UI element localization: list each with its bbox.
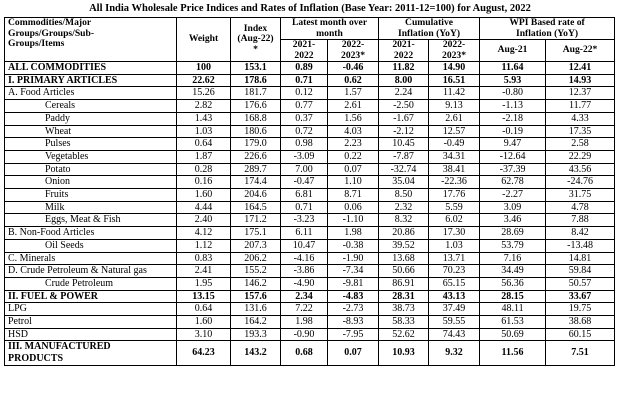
row-value: -0.38	[328, 239, 379, 252]
row-value: 2.41	[177, 265, 231, 278]
row-value: 1.10	[328, 176, 379, 189]
row-value: -1.67	[379, 112, 429, 125]
row-value: -2.18	[480, 112, 546, 125]
row-value: 11.82	[379, 62, 429, 75]
row-value: 14.90	[429, 62, 480, 75]
table-row	[5, 112, 615, 125]
row-value: 86.91	[379, 277, 429, 290]
row-value: 22.29	[546, 150, 615, 163]
row-value: 207.3	[231, 239, 281, 252]
row-value: 174.4	[231, 176, 281, 189]
row-value: 1.60	[177, 189, 231, 202]
row-value: 0.64	[177, 303, 231, 316]
row-value: 12.37	[546, 87, 615, 100]
row-value: 153.1	[231, 62, 281, 75]
row-name: Oil Seeds	[5, 239, 177, 252]
row-value: 59.84	[546, 265, 615, 278]
row-name: A. Food Articles	[5, 87, 177, 100]
row-value: 9.47	[480, 138, 546, 151]
row-value: 4.33	[546, 112, 615, 125]
row-value: 2.58	[546, 138, 615, 151]
row-value: 7.51	[546, 341, 615, 365]
table-row	[5, 239, 615, 252]
row-value: 7.00	[281, 163, 328, 176]
row-value: 35.04	[379, 176, 429, 189]
table-row	[5, 316, 615, 329]
row-value: 50.57	[546, 277, 615, 290]
row-value: 0.98	[281, 138, 328, 151]
row-value: 31.75	[546, 189, 615, 202]
row-value: 1.98	[281, 316, 328, 329]
row-value: 164.2	[231, 316, 281, 329]
row-value: 38.41	[429, 163, 480, 176]
row-value: 5.93	[480, 74, 546, 87]
row-name: Milk	[5, 201, 177, 214]
row-value: 11.56	[480, 341, 546, 365]
row-value: 6.11	[281, 227, 328, 240]
row-value: 3.09	[480, 201, 546, 214]
table-row	[5, 87, 615, 100]
row-value: 19.75	[546, 303, 615, 316]
row-value: 0.71	[281, 201, 328, 214]
row-value: -32.74	[379, 163, 429, 176]
row-value: 50.66	[379, 265, 429, 278]
row-value: 0.16	[177, 176, 231, 189]
row-value: 10.45	[379, 138, 429, 151]
row-value: -37.39	[480, 163, 546, 176]
row-value: 0.89	[281, 62, 328, 75]
row-value: 11.77	[546, 100, 615, 113]
row-value: 3.10	[177, 328, 231, 341]
row-name: Wheat	[5, 125, 177, 138]
row-value: 5.59	[429, 201, 480, 214]
row-value: 175.1	[231, 227, 281, 240]
row-value: 1.87	[177, 150, 231, 163]
row-value: 1.60	[177, 316, 231, 329]
row-value: 43.13	[429, 290, 480, 303]
row-value: 8.42	[546, 227, 615, 240]
row-value: -9.81	[328, 277, 379, 290]
row-value: 65.15	[429, 277, 480, 290]
row-value: 0.72	[281, 125, 328, 138]
row-value: 1.98	[328, 227, 379, 240]
row-value: 131.6	[231, 303, 281, 316]
row-value: 48.11	[480, 303, 546, 316]
table-row	[5, 150, 615, 163]
table-row	[5, 214, 615, 227]
row-value: 4.78	[546, 201, 615, 214]
row-value: 12.41	[546, 62, 615, 75]
table-row	[5, 100, 615, 113]
row-value: -1.13	[480, 100, 546, 113]
row-value: 0.62	[328, 74, 379, 87]
header-aug22: Aug-22*	[546, 40, 615, 62]
wpi-table	[4, 17, 615, 366]
table-row	[5, 163, 615, 176]
row-value: 2.34	[281, 290, 328, 303]
row-value: 8.32	[379, 214, 429, 227]
row-value: -24.76	[546, 176, 615, 189]
table-row	[5, 227, 615, 240]
row-name: III. MANUFACTURED PRODUCTS	[5, 341, 177, 365]
row-value: 11.64	[480, 62, 546, 75]
row-value: 146.2	[231, 277, 281, 290]
row-value: 0.28	[177, 163, 231, 176]
row-value: 17.30	[429, 227, 480, 240]
row-value: -0.90	[281, 328, 328, 341]
row-value: 7.88	[546, 214, 615, 227]
row-value: -0.47	[281, 176, 328, 189]
row-value: -0.19	[480, 125, 546, 138]
row-value: -3.86	[281, 265, 328, 278]
row-value: -2.73	[328, 303, 379, 316]
row-value: -1.90	[328, 252, 379, 265]
row-value: 13.68	[379, 252, 429, 265]
row-name: Eggs, Meat & Fish	[5, 214, 177, 227]
row-value: -4.83	[328, 290, 379, 303]
row-value: 6.81	[281, 189, 328, 202]
row-value: 56.36	[480, 277, 546, 290]
row-value: -0.46	[328, 62, 379, 75]
table-row	[5, 189, 615, 202]
row-value: 13.15	[177, 290, 231, 303]
header-wpi-rate: WPI Based rate of Inflation (YoY)	[480, 18, 615, 40]
row-value: 7.22	[281, 303, 328, 316]
row-value: 100	[177, 62, 231, 75]
row-value: 0.71	[281, 74, 328, 87]
row-value: -2.50	[379, 100, 429, 113]
row-value: 9.13	[429, 100, 480, 113]
row-name: C. Minerals	[5, 252, 177, 265]
row-value: 1.56	[328, 112, 379, 125]
row-value: 38.73	[379, 303, 429, 316]
row-name: Onion	[5, 176, 177, 189]
row-value: 13.71	[429, 252, 480, 265]
row-value: 2.61	[328, 100, 379, 113]
row-value: 2.23	[328, 138, 379, 151]
row-value: 58.33	[379, 316, 429, 329]
row-value: 60.15	[546, 328, 615, 341]
row-value: 204.6	[231, 189, 281, 202]
row-value: -13.48	[546, 239, 615, 252]
row-value: 22.62	[177, 74, 231, 87]
row-name: D. Crude Petroleum & Natural gas	[5, 265, 177, 278]
table-row	[5, 176, 615, 189]
row-name: Fruits	[5, 189, 177, 202]
row-value: 143.2	[231, 341, 281, 365]
row-value: 10.93	[379, 341, 429, 365]
row-name: Cereals	[5, 100, 177, 113]
row-value: 15.26	[177, 87, 231, 100]
row-value: 11.42	[429, 87, 480, 100]
row-value: -4.90	[281, 277, 328, 290]
row-value: 4.12	[177, 227, 231, 240]
row-value: 38.68	[546, 316, 615, 329]
row-value: 43.56	[546, 163, 615, 176]
header-index: Index (Aug-22) *	[231, 18, 281, 62]
row-value: 34.31	[429, 150, 480, 163]
row-value: 39.52	[379, 239, 429, 252]
row-value: 157.6	[231, 290, 281, 303]
table-row	[5, 201, 615, 214]
table-row	[5, 290, 615, 303]
row-value: 62.78	[480, 176, 546, 189]
row-value: 180.6	[231, 125, 281, 138]
row-value: 0.22	[328, 150, 379, 163]
table-body	[5, 62, 615, 366]
row-value: 52.62	[379, 328, 429, 341]
row-value: 1.57	[328, 87, 379, 100]
header-aug21: Aug-21	[480, 40, 546, 62]
header-ci-2021: 2021- 2022	[379, 40, 429, 62]
row-value: 6.02	[429, 214, 480, 227]
row-value: 2.61	[429, 112, 480, 125]
row-value: -2.12	[379, 125, 429, 138]
row-name: Petrol	[5, 316, 177, 329]
row-value: 1.95	[177, 277, 231, 290]
page-title: All India Wholesale Price Indices and Rates of Inflation (Base Year: 2011-12=100) for August, 2022	[89, 3, 531, 14]
row-value: 0.07	[328, 341, 379, 365]
row-value: 1.43	[177, 112, 231, 125]
row-value: 28.69	[480, 227, 546, 240]
row-value: 61.53	[480, 316, 546, 329]
row-value: -7.34	[328, 265, 379, 278]
row-value: 3.46	[480, 214, 546, 227]
row-value: 2.82	[177, 100, 231, 113]
row-value: -0.80	[480, 87, 546, 100]
table-row	[5, 328, 615, 341]
row-value: -12.64	[480, 150, 546, 163]
row-value: 1.12	[177, 239, 231, 252]
row-name: Paddy	[5, 112, 177, 125]
row-value: 50.69	[480, 328, 546, 341]
row-value: 1.03	[429, 239, 480, 252]
row-value: 28.15	[480, 290, 546, 303]
header-lm-2022: 2022- 2023*	[328, 40, 379, 62]
row-value: 14.81	[546, 252, 615, 265]
row-name: I. PRIMARY ARTICLES	[5, 74, 177, 87]
row-value: -22.36	[429, 176, 480, 189]
row-name: B. Non-Food Articles	[5, 227, 177, 240]
row-value: 2.24	[379, 87, 429, 100]
row-value: 289.7	[231, 163, 281, 176]
header-commodities: Commodities/Major Groups/Groups/Sub- Groups/Items	[5, 18, 177, 62]
row-value: 178.6	[231, 74, 281, 87]
row-value: 0.77	[281, 100, 328, 113]
row-value: 4.03	[328, 125, 379, 138]
row-value: 171.2	[231, 214, 281, 227]
row-value: 8.71	[328, 189, 379, 202]
header-cumulative: Cumulative Inflation (YoY)	[379, 18, 480, 40]
row-value: 34.49	[480, 265, 546, 278]
row-value: 2.32	[379, 201, 429, 214]
row-value: -0.49	[429, 138, 480, 151]
row-value: 155.2	[231, 265, 281, 278]
row-value: 0.06	[328, 201, 379, 214]
row-name: Pulses	[5, 138, 177, 151]
row-value: 181.7	[231, 87, 281, 100]
row-value: 70.23	[429, 265, 480, 278]
table-row	[5, 277, 615, 290]
row-value: 0.07	[328, 163, 379, 176]
header-ci-2022: 2022- 2023*	[429, 40, 480, 62]
table-row	[5, 252, 615, 265]
row-value: 193.3	[231, 328, 281, 341]
row-value: 179.0	[231, 138, 281, 151]
row-value: 16.51	[429, 74, 480, 87]
row-value: 0.83	[177, 252, 231, 265]
row-value: 0.68	[281, 341, 328, 365]
row-value: 2.40	[177, 214, 231, 227]
row-value: 53.79	[480, 239, 546, 252]
row-value: 14.93	[546, 74, 615, 87]
header-latest-month: Latest month over month	[281, 18, 379, 40]
row-value: -1.10	[328, 214, 379, 227]
table-row	[5, 62, 615, 75]
row-value: -4.16	[281, 252, 328, 265]
header-lm-2021: 2021- 2022	[281, 40, 328, 62]
row-value: -7.87	[379, 150, 429, 163]
row-value: 0.37	[281, 112, 328, 125]
table-row	[5, 138, 615, 151]
row-value: 37.49	[429, 303, 480, 316]
row-name: Potato	[5, 163, 177, 176]
row-value: 0.64	[177, 138, 231, 151]
table-row	[5, 303, 615, 316]
table-row	[5, 341, 615, 365]
row-value: -2.27	[480, 189, 546, 202]
table-row	[5, 125, 615, 138]
row-value: 4.44	[177, 201, 231, 214]
row-value: 1.03	[177, 125, 231, 138]
row-name: LPG	[5, 303, 177, 316]
row-value: 0.12	[281, 87, 328, 100]
row-value: -3.09	[281, 150, 328, 163]
row-value: 7.16	[480, 252, 546, 265]
row-value: -8.93	[328, 316, 379, 329]
row-value: 74.43	[429, 328, 480, 341]
row-value: -3.23	[281, 214, 328, 227]
row-name: Crude Petroleum	[5, 277, 177, 290]
row-value: 12.57	[429, 125, 480, 138]
row-name: Vegetables	[5, 150, 177, 163]
row-value: 8.50	[379, 189, 429, 202]
row-value: 17.35	[546, 125, 615, 138]
row-value: -7.95	[328, 328, 379, 341]
table-row	[5, 74, 615, 87]
row-name: HSD	[5, 328, 177, 341]
row-value: 10.47	[281, 239, 328, 252]
row-value: 28.31	[379, 290, 429, 303]
table-row	[5, 265, 615, 278]
row-value: 9.32	[429, 341, 480, 365]
row-value: 33.67	[546, 290, 615, 303]
row-value: 17.76	[429, 189, 480, 202]
row-value: 8.00	[379, 74, 429, 87]
row-value: 20.86	[379, 227, 429, 240]
row-name: II. FUEL & POWER	[5, 290, 177, 303]
row-value: 168.8	[231, 112, 281, 125]
row-value: 206.2	[231, 252, 281, 265]
row-value: 64.23	[177, 341, 231, 365]
header-weight: Weight	[177, 18, 231, 62]
row-name: ALL COMMODITIES	[5, 62, 177, 75]
row-value: 226.6	[231, 150, 281, 163]
row-value: 164.5	[231, 201, 281, 214]
row-value: 176.6	[231, 100, 281, 113]
row-value: 59.55	[429, 316, 480, 329]
